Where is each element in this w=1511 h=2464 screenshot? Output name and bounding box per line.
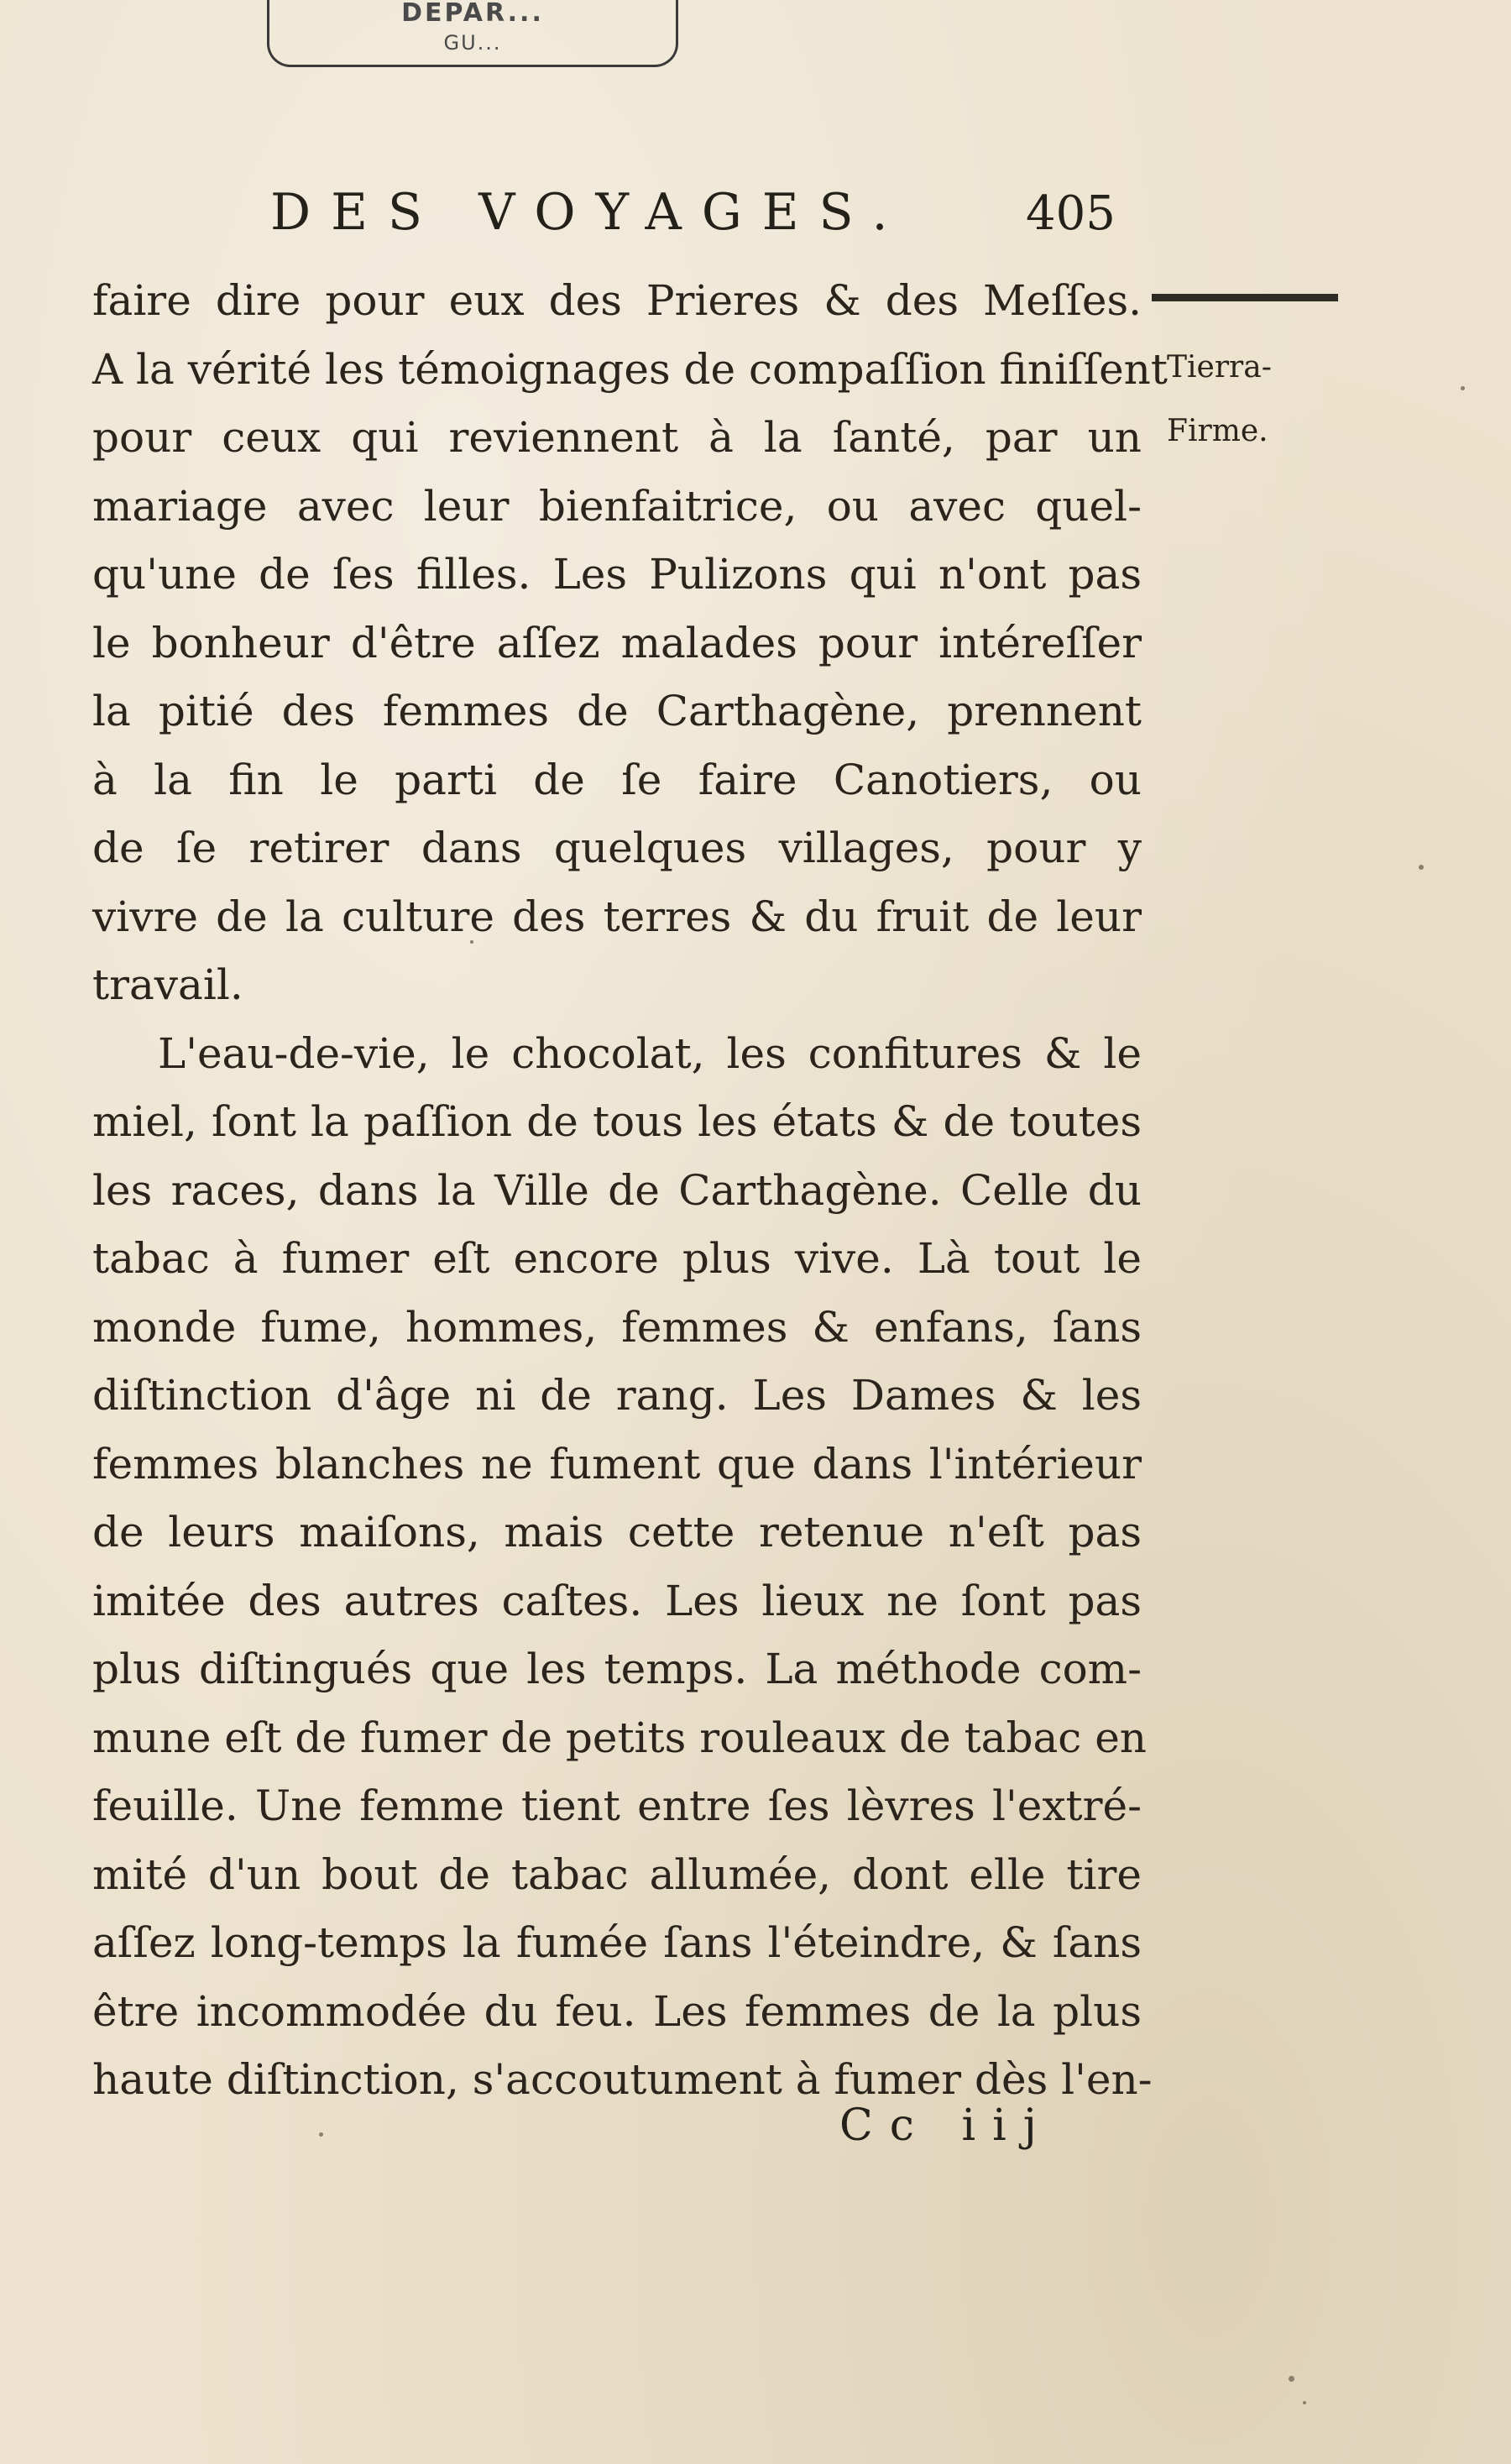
text-line: de ſe retirer dans quelques villages, pour y <box>92 824 1142 872</box>
text-line: faire dire pour eux des Prieres & des Meſſes. <box>92 276 1142 325</box>
text-line: tabac à fumer eſt encore plus vive. Là tout le <box>92 1234 1142 1283</box>
text-line: aſſez long-temps la fumée ſans l'éteindre, & ſans <box>92 1918 1142 1967</box>
body-text <box>92 267 1168 2115</box>
text-line: A la vérité les témoignages de compaſſion finiſſent <box>92 344 1168 394</box>
margin-note <box>1167 336 1272 463</box>
margin-note-line-2: Firme. <box>1167 414 1268 448</box>
text-line: diſtinction d'âge ni de rang. Les Dames & les <box>92 1371 1142 1420</box>
paper-speck <box>1289 2376 1294 2382</box>
text-line: vivre de la culture des terres & du fruit de leur <box>92 892 1142 941</box>
margin-rule <box>1152 294 1338 301</box>
paper-speck <box>1461 386 1465 390</box>
text-line: L'eau-de-vie, le chocolat, les confitures & le <box>158 1028 1142 1078</box>
text-line: monde fume, hommes, femmes & enfans, ſans <box>92 1302 1142 1352</box>
paper-speck <box>470 940 473 944</box>
stamp-line-2: GU... <box>443 31 502 55</box>
text-line: mune eſt de fumer de petits rouleaux de tabac en <box>92 1713 1147 1762</box>
text-line: imitée des autres caſtes. Les lieux ne ſont pas <box>92 1576 1142 1625</box>
text-line: travail. <box>92 960 243 1009</box>
paper-speck <box>1419 865 1424 870</box>
text-line: miel, ſont la paſſion de tous les états & de toutes <box>92 1097 1142 1146</box>
margin-note-line-1: Tierra- <box>1167 350 1272 385</box>
text-line: de leurs maiſons, mais cette retenue n'eſt pas <box>92 1508 1142 1556</box>
page-number: 405 <box>1026 186 1116 241</box>
library-stamp <box>267 0 678 67</box>
text-line: plus diſtingués que les temps. La méthode com- <box>92 1645 1142 1693</box>
text-line: être incommodée du feu. Les femmes de la plus <box>92 1986 1142 2036</box>
text-line: mariage avec leur bienfaitrice, ou avec quel- <box>92 481 1142 531</box>
text-line: la pitié des femmes de Carthagène, prennent <box>92 687 1142 735</box>
signature-mark: Cc iij <box>839 2100 1054 2151</box>
text-line: mité d'un bout de tabac allumée, dont elle tire <box>92 1849 1142 1899</box>
stamp-line-1: DEPAR... <box>401 0 544 28</box>
paper-speck <box>1303 2401 1306 2404</box>
text-line: haute diſtinction, s'accoutument à fumer dès l'en- <box>92 2055 1153 2104</box>
text-line: qu'une de ſes filles. Les Pulizons qui n'ont pas <box>92 550 1142 599</box>
paper-speck <box>319 2132 323 2137</box>
text-line: feuille. Une femme tient entre ſes lèvres l'extré- <box>92 1781 1142 1830</box>
text-line: pour ceux qui reviennent à la ſanté, par un <box>92 413 1142 462</box>
text-line: femmes blanches ne fument que dans l'intérieur <box>92 1439 1142 1488</box>
text-line: à la fin le parti de ſe faire Canotiers, ou <box>92 755 1142 804</box>
text-line: le bonheur d'être aſſez malades pour intéreſſer <box>92 618 1142 667</box>
running-head: DES VOYAGES. <box>270 183 908 242</box>
text-line: les races, dans la Ville de Carthagène. Celle du <box>92 1165 1142 1215</box>
